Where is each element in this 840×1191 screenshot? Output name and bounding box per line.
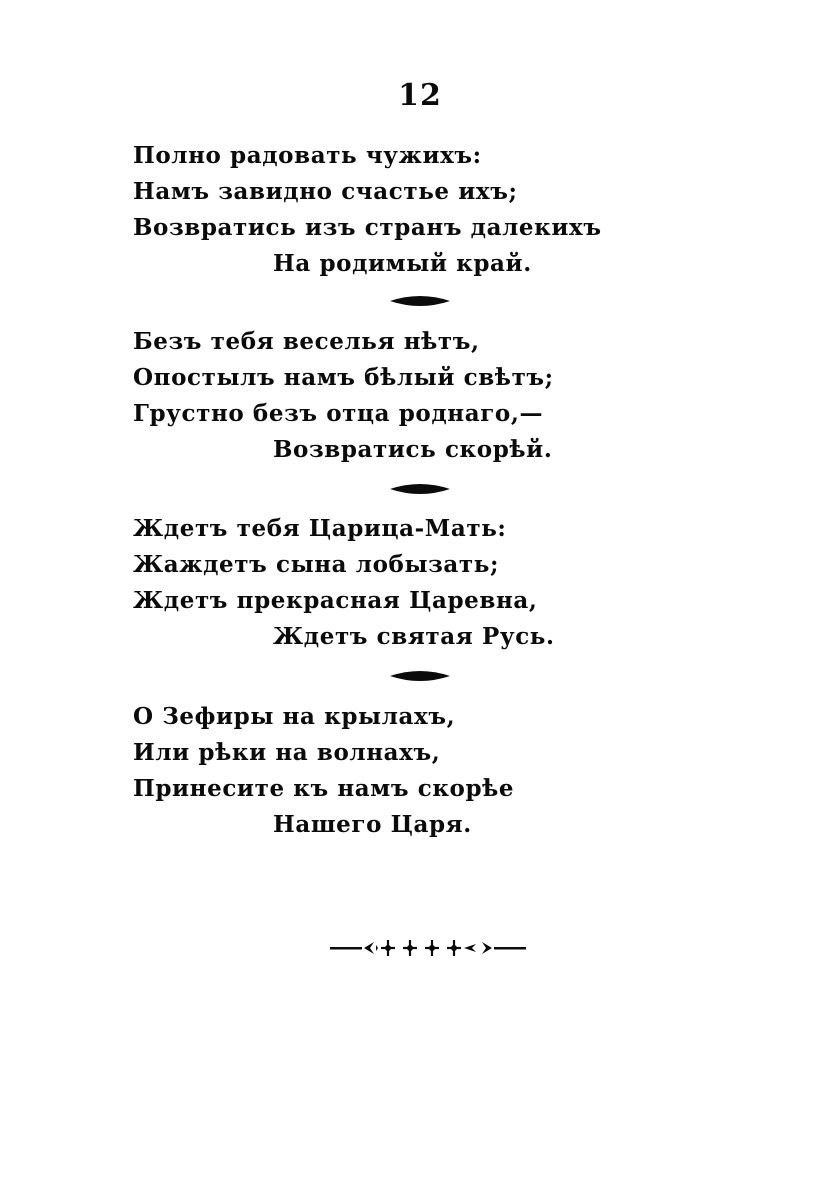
separator-ornament-2 bbox=[390, 481, 450, 497]
verse-line: Безъ тебя веселья нѣтъ, bbox=[133, 328, 480, 355]
verse-line: Или рѣки на волнахъ, bbox=[133, 739, 441, 766]
verse-line: Принесите къ намъ скорѣе bbox=[133, 775, 515, 802]
verse-line: Опостылъ намъ бѣлый свѣтъ; bbox=[133, 364, 554, 391]
verse-line: Жаждетъ сына лобызать; bbox=[133, 551, 500, 578]
verse-line: Полно радовать чужихъ: bbox=[133, 142, 482, 169]
stanza-2 bbox=[133, 324, 693, 468]
separator-ornament-3 bbox=[390, 668, 450, 684]
tailpiece-ornament-icon bbox=[330, 936, 526, 960]
verse-refrain-line: На родимый край. bbox=[273, 250, 532, 277]
verse-line: Ждетъ тебя Царица-Мать: bbox=[133, 515, 507, 542]
stanza-3 bbox=[133, 511, 693, 655]
stanza-1 bbox=[133, 138, 693, 282]
verse-line: О Зефиры на крылахъ, bbox=[133, 703, 456, 730]
verse-refrain-line: Нашего Царя. bbox=[273, 811, 472, 838]
verse-line: Намъ завидно счастье ихъ; bbox=[133, 178, 518, 205]
verse-line: Ждетъ прекрасная Царевна, bbox=[133, 587, 538, 614]
page-number: 12 bbox=[398, 78, 442, 113]
verse-line: Грустно безъ отца роднаго,— bbox=[133, 400, 544, 427]
separator-ornament-1 bbox=[390, 293, 450, 309]
stanza-4 bbox=[133, 699, 693, 843]
verse-refrain-line: Ждетъ святая Русь. bbox=[273, 623, 555, 650]
verse-line: Возвратись изъ странъ далекихъ bbox=[133, 214, 602, 241]
verse-refrain-line: Возвратись скорѣй. bbox=[273, 436, 553, 463]
